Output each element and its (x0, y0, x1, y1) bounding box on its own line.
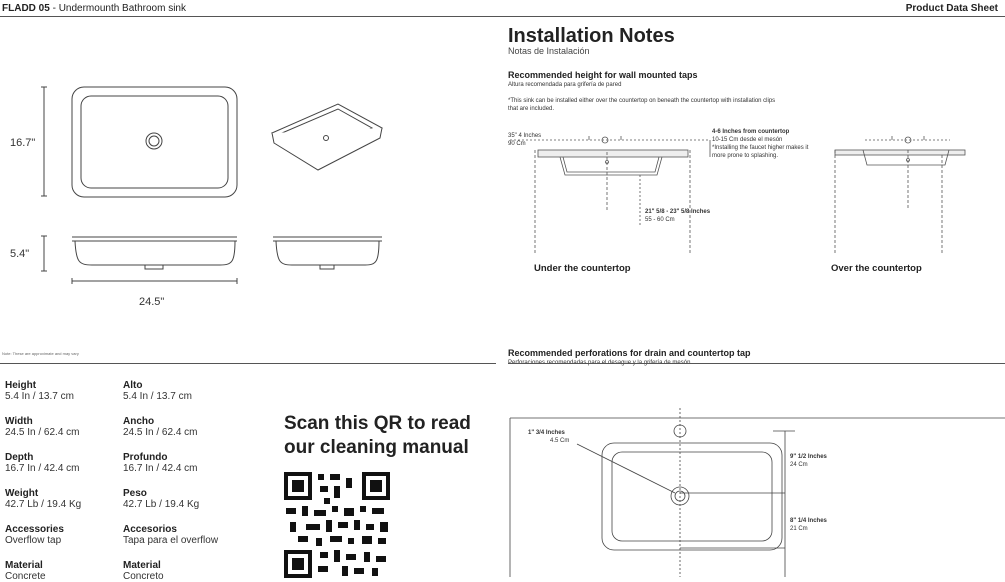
spec-value-es: Concreto (123, 571, 164, 582)
tap-to-drain-dimension: 9" 1/2 Inches (790, 454, 827, 460)
spec-label-es: Ancho (123, 416, 155, 427)
spec-value-es: 24.5 In / 62.4 cm (123, 427, 198, 438)
spec-label: Height (5, 380, 37, 391)
left-divider (0, 363, 496, 364)
header-separator: - (49, 3, 59, 14)
spec-label: Accessories (5, 524, 64, 535)
width-dimension: 24.5" (139, 296, 165, 308)
model-code: FLADD 05 (2, 3, 50, 14)
spec-value-es: 42.7 Lb / 19.4 Kg (123, 499, 200, 510)
tap-range-label: 4-6 Inches from countertop (712, 129, 790, 135)
qr-line-1: Scan this QR to read (284, 413, 471, 434)
depth-dimension: 16.7" (10, 137, 36, 149)
spec-row-es (123, 416, 198, 438)
installation-title: Installation Notes (508, 25, 675, 47)
counter-height-range: 21" 5/8 - 23" 5/8 Inches (645, 209, 711, 215)
under-countertop-label: Under the countertop (534, 263, 631, 274)
spec-value: Concrete (5, 571, 46, 582)
spec-row (5, 488, 81, 510)
spec-row (5, 452, 80, 474)
spec-value-es: 16.7 In / 42.4 cm (123, 463, 198, 474)
spec-row (5, 560, 46, 582)
qr-code-icon[interactable] (284, 472, 394, 582)
installation-diagrams (505, 120, 985, 270)
drain-to-edge-cm: 21 Cm (790, 526, 808, 532)
spec-value: 42.7 Lb / 19.4 Kg (5, 499, 82, 510)
spec-row-es (123, 524, 218, 546)
spec-label-es: Alto (123, 380, 143, 391)
spec-row-es (123, 488, 199, 510)
tap-splash-note-1: *Installing the faucet higher makes it (712, 145, 809, 151)
counter-height-cm: 55 - 60 Cm (645, 217, 675, 223)
qr-line-2: our cleaning manual (284, 437, 469, 458)
approx-note: Note: These are approximate and may vary (2, 351, 79, 356)
spec-value-es: Tapa para el overflow (123, 535, 219, 546)
tap-to-drain-cm: 24 Cm (790, 462, 808, 468)
spec-label-es: Profundo (123, 452, 168, 463)
perforations-subheading: Perforaciones recomendadas para el desague y la grifería de mesón (508, 360, 691, 366)
spec-row-es (123, 380, 192, 402)
perforations-heading: Recommended perforations for drain and countertop tap (508, 348, 751, 358)
tap-range-cm: 10-15 Cm desde el mesón (712, 137, 783, 143)
spec-row-es (123, 560, 164, 582)
install-note-line-1: *This sink can be installed either over the countertop on beneath the countertop with installation clips (508, 98, 776, 104)
sheet-title: Product Data Sheet (905, 3, 998, 14)
drain-diameter-label: 1" 3/4 Inches (528, 430, 565, 436)
spec-label: Material (5, 560, 43, 571)
drain-diameter-cm: 4.5 Cm (550, 438, 570, 444)
spec-row (5, 416, 80, 438)
spec-label-es: Accesorios (123, 524, 177, 535)
height-dimension: 5.4" (10, 248, 30, 260)
wall-taps-subheading: Altura recomendada para grifería de pared (508, 82, 622, 88)
spec-row (5, 524, 64, 546)
spec-value: 24.5 In / 62.4 cm (5, 427, 80, 438)
product-name: Undermounth Bathroom sink (58, 3, 186, 14)
spec-row (5, 380, 74, 402)
installation-subtitle: Notas de Instalación (508, 46, 590, 56)
over-countertop-label: Over the countertop (831, 263, 922, 274)
spec-row-es (123, 452, 198, 474)
spec-value: 5.4 In / 13.7 cm (5, 391, 74, 402)
perforation-diagram (505, 400, 1005, 580)
tap-height-cm: 90 Cm (508, 141, 526, 147)
spec-label-es: Peso (123, 488, 147, 499)
spec-value: Overflow tap (5, 535, 62, 546)
tap-splash-note-2: more prone to splashing. (712, 153, 779, 159)
spec-label: Width (5, 416, 33, 427)
install-note-line-2: that are included. (508, 106, 555, 112)
spec-label-es: Material (123, 560, 161, 571)
spec-label: Depth (5, 452, 34, 463)
drain-to-edge-dimension: 8" 1/4 Inches (790, 518, 827, 524)
wall-taps-heading: Recommended height for wall mounted taps (508, 70, 698, 80)
sink-drawings (0, 0, 400, 300)
tap-height-label: 35" 4 Inches (508, 133, 542, 139)
spec-value: 16.7 In / 42.4 cm (5, 463, 80, 474)
spec-label: Weight (5, 488, 39, 499)
right-divider (508, 363, 1005, 364)
spec-value-es: 5.4 In / 13.7 cm (123, 391, 192, 402)
